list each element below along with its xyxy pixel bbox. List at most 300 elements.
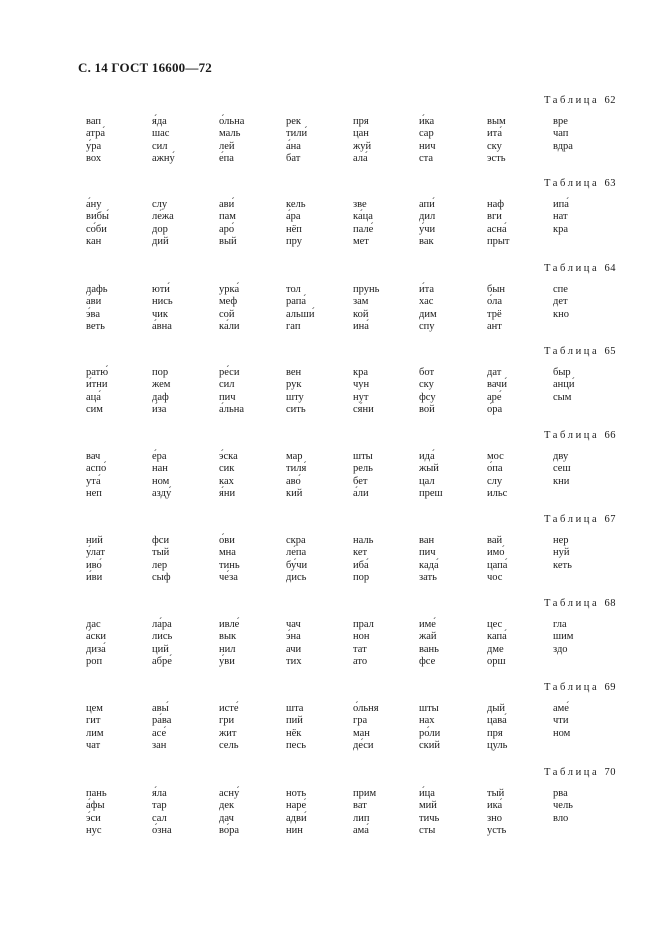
syllable-cell: нёк (286, 727, 302, 739)
table-title-word: Таблица (544, 263, 605, 274)
syllable-cell: о́льня (353, 703, 379, 714)
syllable-cell: чат (86, 739, 101, 751)
syllable-cell: вдра (553, 140, 573, 152)
syllable-cell: ивле́ (219, 619, 240, 630)
syllable-cell: апи́ (419, 199, 435, 210)
syllable-cell: кра (553, 223, 569, 235)
syllable-cell: мос (487, 451, 504, 462)
syllable-cell: неп (86, 487, 102, 499)
syllable-cell: рва (553, 788, 568, 799)
syllable-cell: шас (152, 128, 170, 140)
table-title (544, 178, 616, 189)
syllable-cell: а́ра (286, 211, 301, 223)
syllable-cell: бат (286, 152, 301, 164)
syllable-cell: во́ра (219, 824, 240, 836)
syllable-cell: вре (553, 116, 568, 127)
syllable-cell: вен (286, 367, 302, 378)
table-column (419, 451, 443, 500)
table-column (353, 284, 379, 333)
table-column (353, 367, 374, 416)
syllable-cell: дву (553, 451, 569, 462)
table-column (152, 199, 174, 248)
syllable-cell: дафь (86, 284, 108, 295)
syllable-cell: сил (219, 379, 235, 391)
syllable-cell: нан (152, 463, 168, 475)
syllable-cell: э́ва (86, 308, 100, 320)
syllable-cell: слу (487, 475, 503, 487)
syllable-cell: хас (419, 296, 434, 308)
syllable-cell: ида́ (419, 451, 435, 462)
syllable-cell: зать (419, 571, 437, 583)
syllable-cell: сель (219, 739, 239, 751)
syllable-cell: бет (353, 475, 368, 487)
syllable-cell: э́на (286, 631, 301, 643)
table-column (152, 619, 172, 668)
table-number: 65 (604, 346, 616, 357)
syllable-cell: тиля́ (286, 463, 307, 475)
syllable-cell: ций (152, 643, 169, 655)
syllable-cell: чач (286, 619, 301, 630)
table-column (152, 535, 171, 584)
syllable-cell: песь (286, 739, 306, 751)
syllable-cell: тих (286, 655, 302, 667)
table-number: 70 (604, 767, 616, 778)
syllable-cell: пря (487, 727, 503, 739)
syllable-cell: наль (353, 535, 374, 546)
table-column (487, 788, 506, 837)
syllable-cell: иво́ (86, 559, 102, 571)
syllable-cell: трё (487, 308, 502, 320)
table-column (353, 788, 376, 837)
syllable-cell: роп (86, 655, 103, 667)
syllable-cell: вги (487, 211, 502, 223)
table-column (152, 703, 171, 752)
table-column (487, 116, 506, 165)
syllable-cell: зан (152, 739, 167, 751)
syllable-cell: у́ра (86, 140, 102, 152)
syllable-cell: дил (419, 211, 436, 223)
syllable-cell: кет (353, 547, 368, 559)
table-title-word: Таблица (544, 95, 605, 106)
table-title (544, 514, 616, 525)
syllable-cell: фсе (419, 655, 436, 667)
syllable-cell: спе (553, 284, 568, 295)
syllable-cell: сал (152, 812, 167, 824)
syllable-cell: рук (286, 379, 302, 391)
syllable-cell: о́ла (487, 296, 503, 308)
syllable-cell: лим (86, 727, 104, 739)
table-column (286, 535, 307, 584)
syllable-cell: када́ (419, 559, 439, 571)
syllable-cell: лись (152, 631, 173, 643)
syllable-cell: цапа́ (487, 559, 508, 571)
syllable-cell: орш (487, 655, 506, 667)
syllable-cell: юти́ (152, 284, 170, 295)
syllable-cell: тат (353, 643, 367, 655)
table-number: 63 (604, 178, 616, 189)
syllable-cell: тол (286, 284, 301, 295)
syllable-cell: нин (286, 824, 303, 836)
page-header: С. 14 ГОСТ 16600—72 (78, 60, 212, 75)
syllable-cell: я́да (152, 116, 167, 127)
syllable-cell: фси (152, 535, 170, 546)
syllable-cell: наре́ (286, 800, 307, 812)
table-column (419, 199, 435, 248)
syllable-cell: ся́ни (353, 403, 374, 415)
syllable-cell: а́на (286, 140, 301, 152)
syllable-cell: дор (152, 223, 168, 235)
syllable-cell: тинь (219, 559, 240, 571)
table-column (553, 367, 575, 404)
syllable-cell: асна́ (487, 223, 507, 235)
syllable-cell: жый (419, 463, 439, 475)
syllable-cell: а́льна (219, 403, 245, 415)
syllable-cell: и́тни (86, 379, 108, 391)
table-column (86, 367, 108, 416)
syllable-cell: со́би (86, 223, 107, 235)
table-title (544, 263, 616, 274)
table-column (419, 703, 440, 752)
syllable-cell: аво́ (286, 475, 301, 487)
table-title (544, 682, 616, 693)
table-column (419, 619, 439, 668)
table-column (487, 703, 507, 752)
syllable-cell: тый (152, 547, 170, 559)
syllable-cell: сыф (152, 571, 171, 583)
syllable-cell: шим (553, 631, 574, 643)
table-column (152, 116, 175, 165)
syllable-cell: нут (353, 391, 369, 403)
syllable-cell: дач (219, 812, 234, 824)
syllable-cell: ский (419, 739, 440, 751)
syllable-cell: ре́си (219, 367, 240, 378)
syllable-cell: сым (553, 391, 572, 403)
syllable-cell: шту (286, 391, 304, 403)
syllable-cell: че́за (219, 571, 238, 583)
syllable-cell: а́ви (86, 296, 102, 308)
syllable-cell: у́чи (419, 223, 436, 235)
syllable-cell: ильс (487, 487, 508, 499)
syllable-cell: цава́ (487, 715, 507, 727)
table-title-word: Таблица (544, 598, 605, 609)
syllable-cell: сить (286, 403, 306, 415)
table-column (553, 535, 572, 572)
table-column (219, 367, 244, 416)
syllable-cell: наф (487, 199, 505, 210)
table-column (286, 703, 306, 752)
syllable-cell: исте́ (219, 703, 239, 714)
syllable-cell: име́ (419, 619, 436, 630)
syllable-cell: а́вна (152, 320, 172, 332)
syllable-cell: о́ра (487, 403, 503, 415)
syllable-cell: дет (553, 296, 568, 308)
syllable-cell: дек (219, 800, 235, 812)
syllable-cell: урка́ (219, 284, 240, 295)
syllable-cell: ват (353, 800, 367, 812)
syllable-cell: ика́ (487, 800, 503, 812)
syllable-cell: спу (419, 320, 435, 332)
table-column (219, 284, 240, 333)
table-column (86, 535, 105, 584)
syllable-cell: вой (419, 403, 435, 415)
table-number: 67 (604, 514, 616, 525)
syllable-cell: гри (219, 715, 235, 727)
syllable-cell: я́ла (152, 788, 167, 799)
syllable-cell: бу́чи (286, 559, 308, 571)
table-title-word: Таблица (544, 346, 605, 357)
syllable-cell: а́фы (86, 800, 105, 812)
table-column (219, 116, 244, 165)
syllable-cell: я́ни (219, 487, 236, 499)
syllable-cell: нер (553, 535, 569, 546)
syllable-cell: ала́ (353, 152, 368, 164)
table-column (219, 451, 238, 500)
table-column (286, 116, 307, 165)
syllable-cell: ута́ (86, 475, 101, 487)
table-number: 69 (604, 682, 616, 693)
table-title (544, 598, 616, 609)
syllable-cell: преш (419, 487, 443, 499)
syllable-cell: имо́ (487, 547, 505, 559)
syllable-cell: вай (487, 535, 503, 546)
syllable-cell: пря (353, 116, 369, 127)
syllable-cell: вань (419, 643, 439, 655)
syllable-cell: сой (219, 308, 235, 320)
syllable-cell: ажну́ (152, 152, 175, 164)
syllable-cell: нич (419, 140, 436, 152)
syllable-cell: ато (353, 655, 368, 667)
table-column (286, 788, 307, 837)
table-column (86, 199, 109, 248)
syllable-cell: вибы́ (86, 211, 109, 223)
syllable-cell: е́па (219, 152, 234, 164)
syllable-cell: ита́ (487, 128, 502, 140)
table-column (86, 619, 106, 668)
table-title (544, 95, 616, 106)
syllable-cell: маль (219, 128, 241, 140)
syllable-cell: ка́ца (353, 211, 373, 223)
table-number: 68 (604, 598, 616, 609)
syllable-cell: кий (286, 487, 303, 499)
syllable-cell: ман (353, 727, 370, 739)
syllable-cell: ле́жа (152, 211, 174, 223)
syllable-cell: шты (419, 703, 439, 714)
syllable-cell: прал (353, 619, 374, 630)
table-column (419, 284, 437, 333)
syllable-cell: цал (419, 475, 435, 487)
syllable-cell: лей (219, 140, 235, 152)
syllable-cell: аца́ (86, 391, 101, 403)
table-column (553, 451, 571, 488)
syllable-cell: чап (553, 128, 569, 140)
syllable-cell: здо (553, 643, 568, 655)
syllable-cell: тичь (419, 812, 440, 824)
syllable-cell: слу (152, 199, 168, 210)
syllable-cell: пич (219, 391, 236, 403)
syllable-cell: ном (152, 475, 170, 487)
table-column (86, 284, 108, 333)
table-column (286, 451, 306, 500)
table-column (487, 284, 505, 333)
syllable-cell: ноть (286, 788, 307, 799)
syllable-cell: бот (419, 367, 435, 378)
table-column (553, 703, 570, 740)
table-column (487, 451, 507, 500)
syllable-cell: ро́ли (419, 727, 441, 739)
table-column (419, 116, 436, 165)
syllable-cell: ратю́ (86, 367, 109, 378)
syllable-cell: сар (419, 128, 434, 140)
syllable-cell: дат (487, 367, 502, 378)
syllable-cell: вох (86, 152, 102, 164)
syllable-cell: вым (487, 116, 506, 127)
syllable-cell: альши́ (286, 308, 315, 320)
syllable-cell: а́ски (86, 631, 107, 643)
syllable-cell: абре́ (152, 655, 172, 667)
syllable-cell: сты (419, 824, 436, 836)
syllable-cell: лер (152, 559, 168, 571)
syllable-cell: эсть (487, 152, 506, 164)
syllable-cell: и́та (419, 284, 434, 295)
syllable-cell: усть (487, 824, 507, 836)
table-column (553, 116, 573, 153)
syllable-cell: чик (152, 308, 169, 320)
table-column (553, 619, 573, 656)
syllable-cell: сил (152, 140, 168, 152)
syllable-cell: ка́ли (219, 320, 240, 332)
table-title-word: Таблица (544, 430, 605, 441)
syllable-cell: гра (353, 715, 368, 727)
syllable-cell: пале́ (353, 223, 374, 235)
syllable-cell: асе́ (152, 727, 167, 739)
syllable-cell: и́ви (86, 571, 103, 583)
table-number: 66 (604, 430, 616, 441)
table-title-word: Таблица (544, 178, 605, 189)
table-column (152, 788, 172, 837)
syllable-cell: тили́ (286, 128, 308, 140)
syllable-cell: де́си (353, 739, 374, 751)
syllable-cell: веть (86, 320, 105, 332)
table-column (353, 703, 379, 752)
syllable-cell: ама́ (353, 824, 369, 836)
syllable-cell: аспо́ (86, 463, 107, 475)
syllable-cell: пру (286, 235, 302, 247)
syllable-cell: азду́ (152, 487, 172, 499)
syllable-cell: ном (553, 727, 571, 739)
syllable-cell: быр (553, 367, 571, 378)
syllable-cell: пор (353, 571, 370, 583)
syllable-cell: нон (353, 631, 370, 643)
syllable-cell: пань (86, 788, 107, 799)
syllable-cell: рек (286, 116, 302, 127)
syllable-cell: аре́ (487, 391, 502, 403)
table-column (152, 367, 170, 416)
syllable-cell: и́ца (419, 788, 435, 799)
syllable-cell: жай (419, 631, 437, 643)
syllable-cell: нус (86, 824, 102, 836)
table-column (152, 451, 171, 500)
table-column (353, 199, 373, 248)
table-column (353, 116, 371, 165)
syllable-cell: а́ну (86, 199, 102, 210)
syllable-cell: лип (353, 812, 370, 824)
table-column (419, 788, 439, 837)
table-column (353, 451, 373, 500)
table-column (219, 535, 240, 584)
syllable-cell: анци́ (553, 379, 575, 391)
syllable-cell: пам (219, 211, 236, 223)
syllable-cell: ла́ра (152, 619, 172, 630)
syllable-cell: мий (419, 800, 437, 812)
table-title (544, 430, 616, 441)
syllable-cell: капа́ (487, 631, 507, 643)
table-column (86, 703, 104, 752)
table-column (219, 619, 239, 668)
syllable-cell: кно (553, 308, 569, 320)
syllable-cell: бын (487, 284, 506, 295)
syllable-cell: даф (152, 391, 169, 403)
table-column (219, 788, 239, 837)
syllable-cell: диза́ (86, 643, 106, 655)
syllable-cell: дись (286, 571, 307, 583)
syllable-cell: ний (86, 535, 103, 546)
syllable-cell: и́за (152, 403, 167, 415)
syllable-cell: дый (487, 703, 506, 714)
syllable-cell: нись (152, 296, 173, 308)
table-column (487, 535, 507, 584)
syllable-cell: о́ви (219, 535, 235, 546)
syllable-cell: шта (286, 703, 304, 714)
table-title-word: Таблица (544, 767, 605, 778)
syllable-cell: вый (219, 235, 237, 247)
table-column (353, 535, 373, 584)
table-column (487, 367, 507, 416)
syllable-cell: ску (487, 140, 502, 152)
syllable-cell: нат (553, 211, 568, 223)
syllable-cell: кра (353, 367, 369, 378)
syllable-cell: жит (219, 727, 237, 739)
syllable-cell: кан (86, 235, 102, 247)
table-column (553, 284, 569, 321)
syllable-cell: ра́ва (152, 715, 172, 727)
syllable-cell: дме (487, 643, 504, 655)
syllable-cell: зве (353, 199, 367, 210)
table-column (487, 619, 507, 668)
syllable-cell: цес (487, 619, 503, 630)
syllable-cell: авы́ (152, 703, 169, 714)
syllable-cell: сик (219, 463, 235, 475)
syllable-cell: цан (353, 128, 369, 140)
table-column (86, 116, 105, 165)
syllable-cell: ачи (286, 643, 302, 655)
syllable-cell: дий (152, 235, 169, 247)
table-column (553, 788, 573, 825)
syllable-cell: мет (353, 235, 369, 247)
table-column (419, 367, 436, 416)
syllable-cell: мна (219, 547, 236, 559)
syllable-cell: жуй (353, 140, 372, 152)
syllable-cell: атра́ (86, 128, 106, 140)
syllable-cell: нуй (553, 547, 570, 559)
syllable-cell: рель (353, 463, 373, 475)
syllable-cell: дим (419, 308, 437, 320)
syllable-cell: дас (86, 619, 101, 630)
syllable-cell: вак (419, 235, 434, 247)
syllable-cell: о́па (487, 463, 503, 475)
syllable-cell: о́зна (152, 824, 172, 836)
table-title-word: Таблица (544, 682, 605, 693)
syllable-cell: меф (219, 296, 238, 308)
